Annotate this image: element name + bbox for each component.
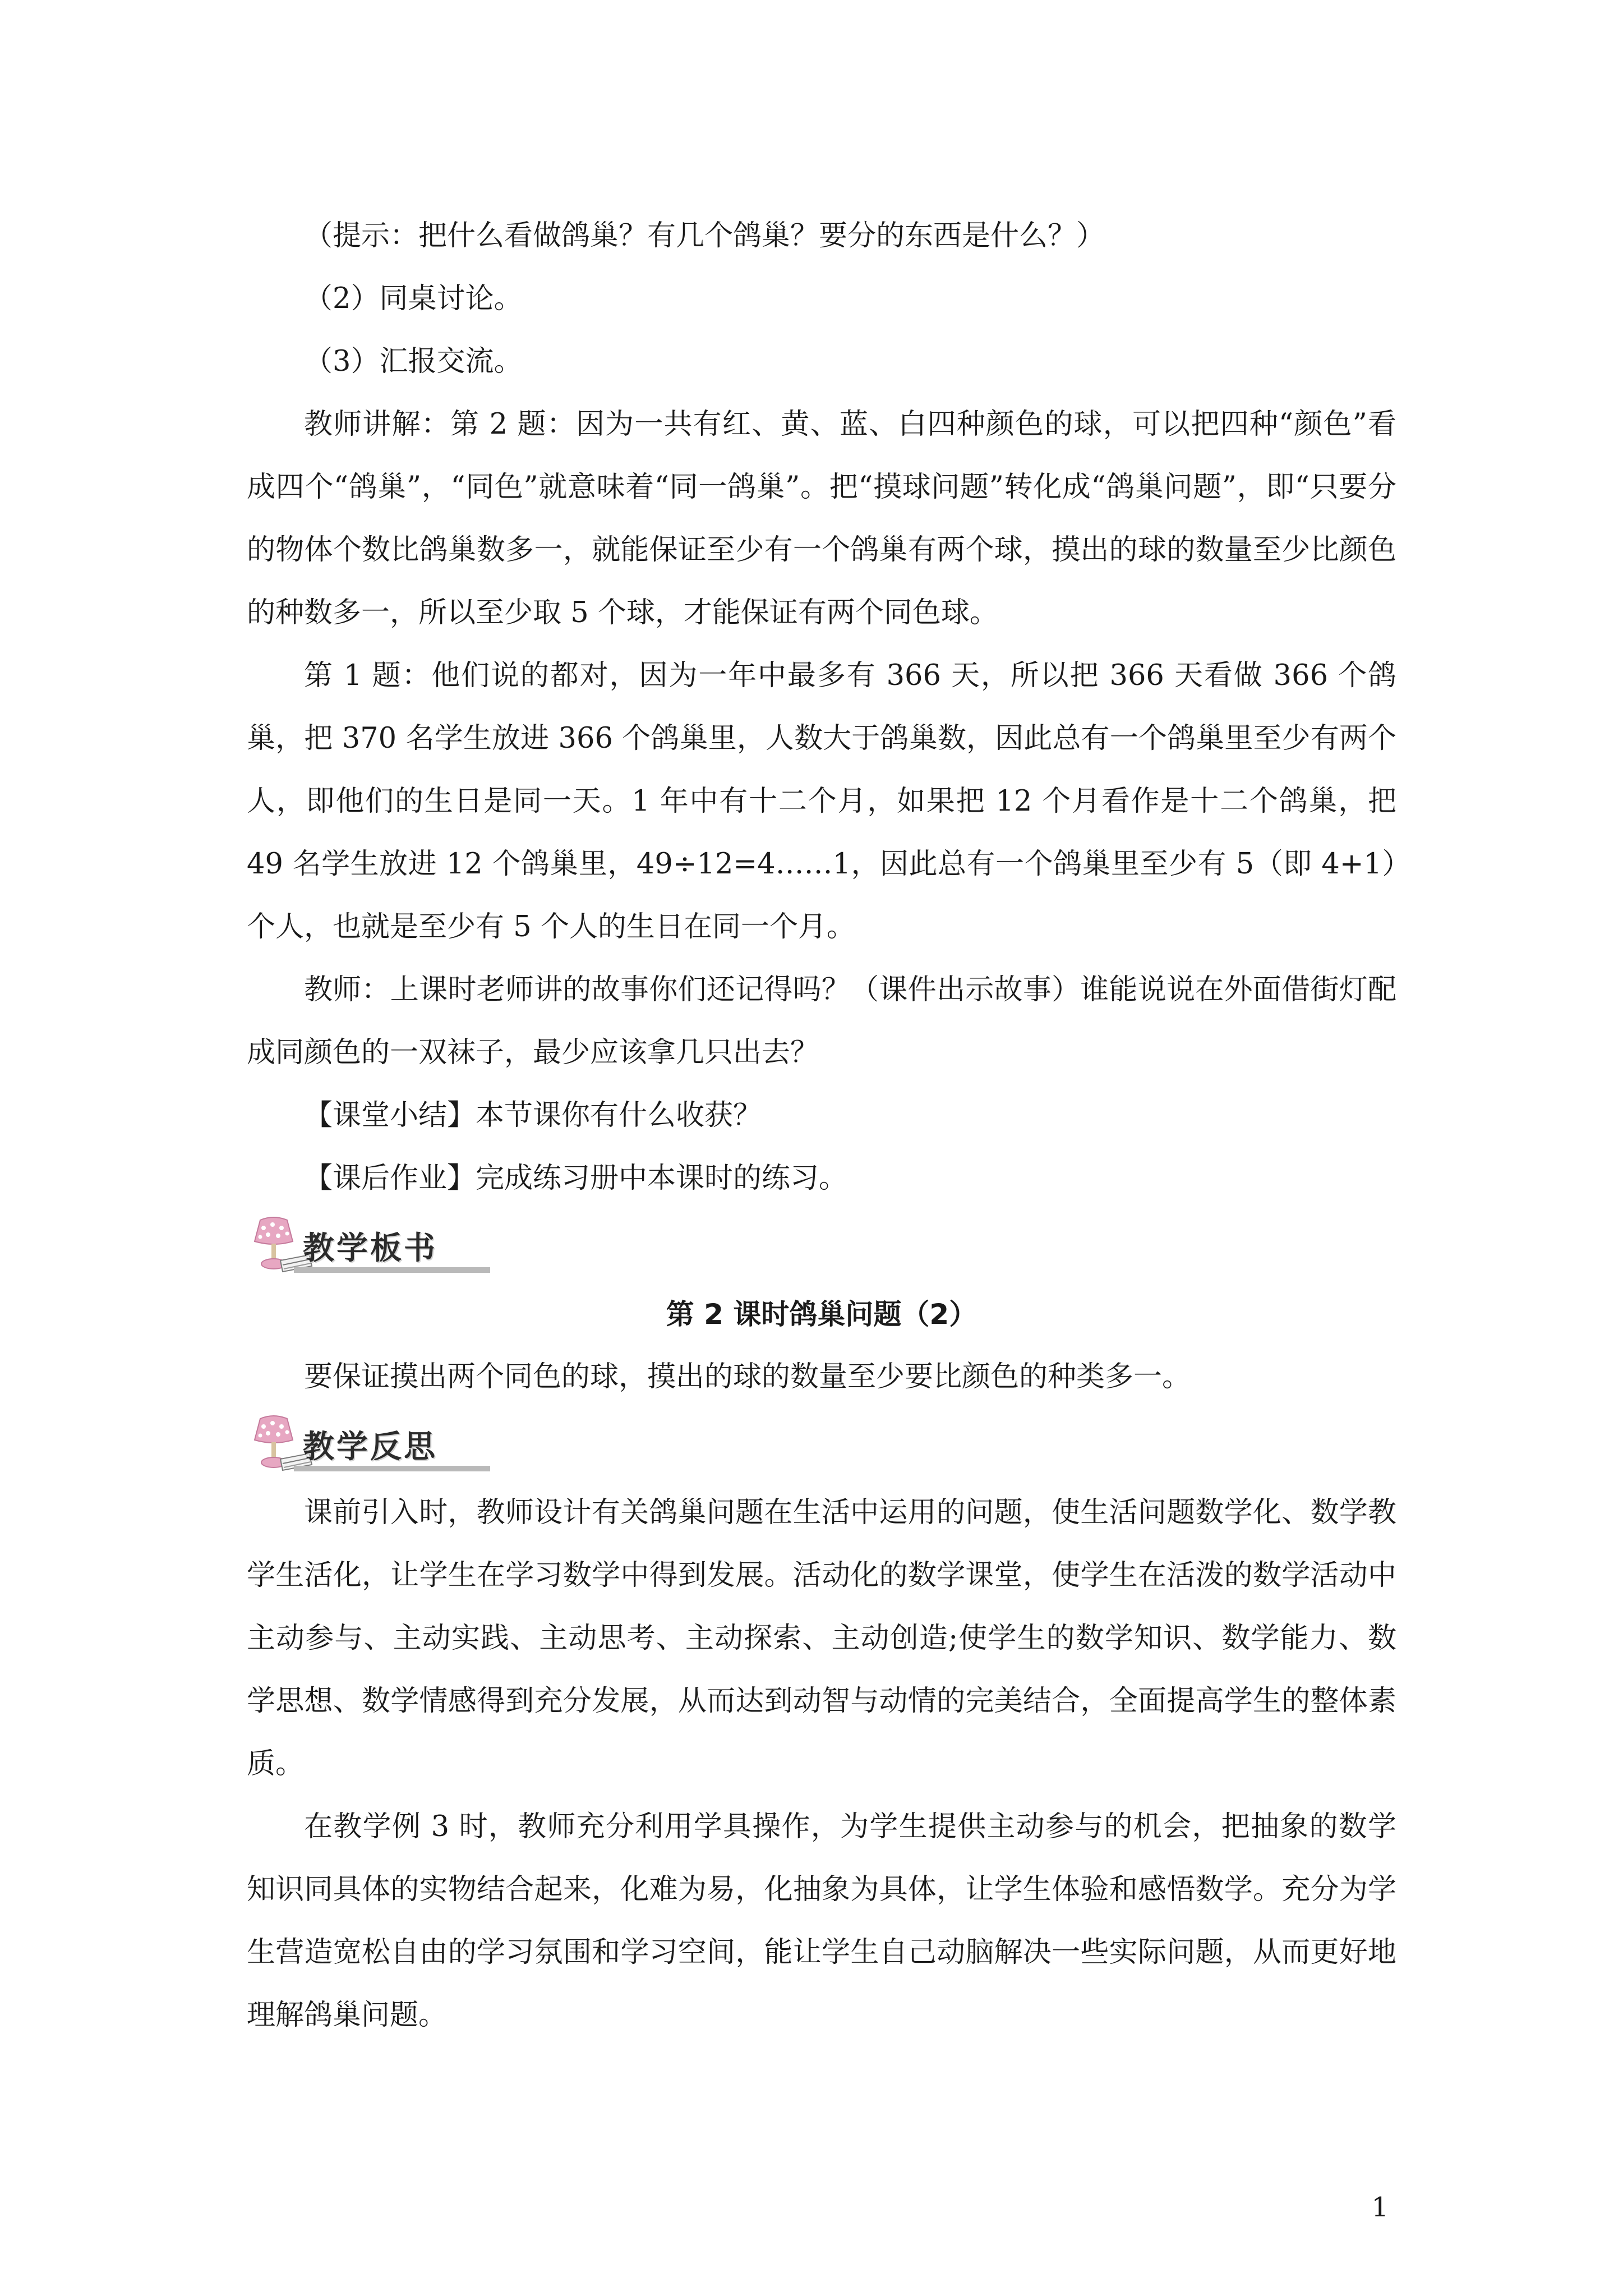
board-heading-label: 教学板书 [303,1230,437,1267]
question-1-paragraph: 第 1 题：他们说的都对，因为一年中最多有 366 天，所以把 366 天看做 366 个鸽巢，把 370 名学生放进 366 个鸽巢里，人数大于鸽巢数，因此总有一个鸽巢里至少有两个人，即他们的生日是同一天。1 年中有十二个月，如果把 12 个月看作是十二个鸽巢，把 49 名学生放进 12 个鸽巢里，49÷12=4……1，因此总有一个鸽巢里至少有 5（即 4+1）个人，也就是至少有 5 个人的生日在同一个月。 [247,659,1396,944]
step-3-paragraph: （3）汇报交流。 [304,345,523,378]
reflection-section-header [247,1409,1396,1481]
page-number: 1 [1371,2192,1389,2223]
reflection-paragraph-1: 课前引入时，教师设计有关鸽巢问题在生活中运用的问题，使生活问题数学化、数学教学生活化，让学生在学习数学中得到发展。活动化的数学课堂，使学生在活泼的数学活动中主动参与、主动实践、主动思考、主动探索、主动创造;使学生的数学知识、数学能力、数学思想、数学情感得到充分发展，从而达到动智与动情的完美结合，全面提高学生的整体素质。 [247,1496,1396,1780]
class-summary-paragraph: 【课堂小结】本节课你有什么收获？ [304,1099,762,1132]
teacher-story-paragraph: 教师：上课时老师讲的故事你们还记得吗？（课件出示故事）谁能说说在外面借街灯配成同颜色的一双袜子，最少应该拿几只出去？ [247,973,1396,1069]
board-heading [247,1216,494,1277]
homework-paragraph: 【课后作业】完成练习册中本课时的练习。 [304,1162,848,1195]
reflection-heading [247,1414,494,1476]
step-2-paragraph: （2）同桌讨论。 [304,282,523,315]
board-text: 要保证摸出两个同色的球，摸出的球的数量至少要比颜色的种类多一。 [304,1360,1191,1393]
board-title: 第 2 课时鸽巢问题（2） [666,1298,978,1331]
page-content [247,205,1396,2047]
reflection-heading-label: 教学反思 [303,1429,437,1465]
teacher-explanation-paragraph: 教师讲解：第 2 题：因为一共有红、黄、蓝、白四种颜色的球，可以把四种“颜色”看成四个“鸽巢”，“同色”就意味着“同一鸽巢”。把“摸球问题”转化成“鸽巢问题”，即“只要分的物体个数比鸽巢数多一，就能保证至少有一个鸽巢有两个球，摸出的球的数量至少比颜色的种数多一，所以至少取 5 个球，才能保证有两个同色球。 [247,408,1396,629]
hint-paragraph: （提示：把什么看做鸽巢？有几个鸽巢？要分的东西是什么？） [304,219,1105,252]
reflection-paragraph-2: 在教学例 3 时，教师充分利用学具操作，为学生提供主动参与的机会，把抽象的数学知识同具体的实物结合起来，化难为易，化抽象为具体，让学生体验和感悟数学。充分为学生营造宽松自由的学习氛围和学习空间，能让学生自己动脑解决一些实际问题，从而更好地理解鸽巢问题。 [247,1810,1396,2032]
board-section-header [247,1210,1396,1283]
